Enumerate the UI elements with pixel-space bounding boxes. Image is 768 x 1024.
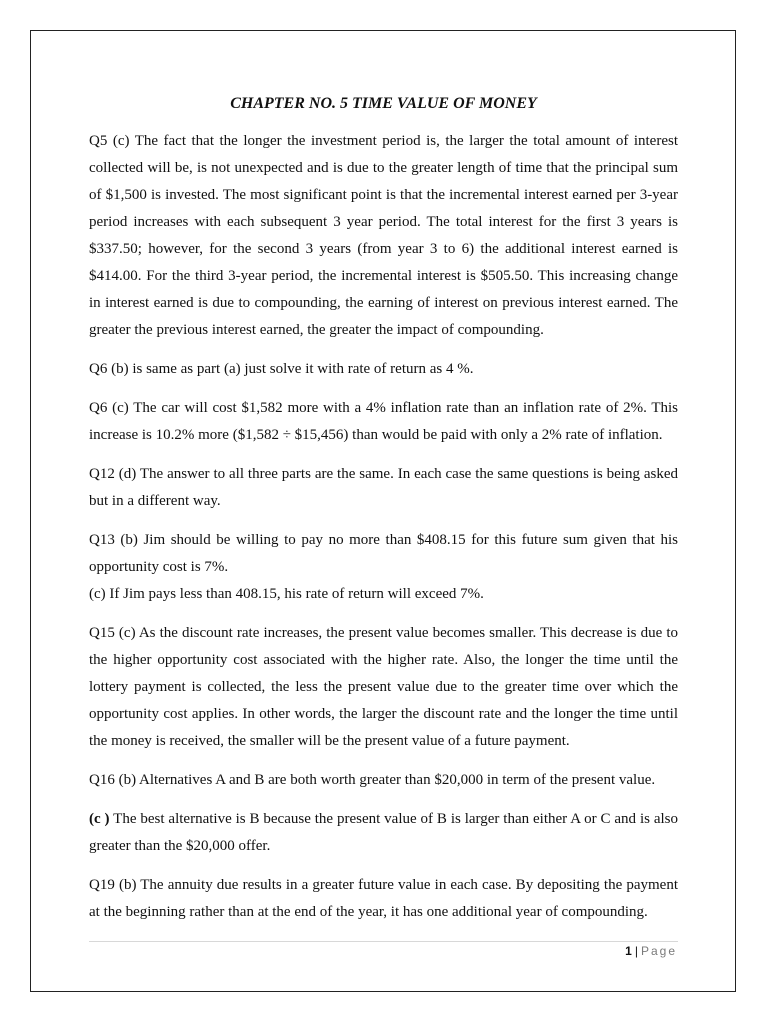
paragraph-q13c: (c) If Jim pays less than 408.15, his rate of return will exceed 7%. [89,586,484,602]
q16c-text: The best alternative is B because the present value of B is larger than either A or C and is also greater than the $20,000 offer. [89,811,679,854]
document-title: CHAPTER NO. 5 TIME VALUE OF MONEY [230,95,537,112]
document-body [89,94,678,938]
paragraph-q15c: Q15 (c) As the discount rate increases, the present value becomes smaller. This decrease is due to the higher opportunity cost associated with the higher rate. Also, the longer the time until the lottery payment is collected, the less the present value due to the greater time over which the opportunity cost applies. In other words, the larger the discount rate and the longer the time until the money is received, the smaller will be the present value of a future payment. [89,625,678,749]
paragraph-q6c: Q6 (c) The car will cost $1,582 more with a 4% inflation rate than an inflation rate of 2%. This increase is 10.2% more ($1,582 ÷ $15,456) than would be paid with only a 2% rate of inflation. [89,400,678,443]
footer-separator: | [634,944,638,958]
paragraph-q19b: Q19 (b) The annuity due results in a greater future value in each case. By depositing the payment at the beginning rather than at the end of the year, it has one additional year of compounding. [89,877,678,920]
paragraph-q5c: Q5 (c) The fact that the longer the investment period is, the larger the total amount of interest collected will be, is not unexpected and is due to the greater length of time that the principal sum of $1,500 is invested. The most significant point is that the incremental interest earned per 3-year period increases with each subsequent 3 year period. The total interest for the first 3 years is $337.50; however, for the second 3 years (from year 3 to 6) the additional interest earned is $414.00. For the third 3-year period, the incremental interest is $505.50. This increasing change in interest earned is due to compounding, the earning of interest on previous interest earned. The greater the previous interest earned, the greater the impact of compounding. [89,133,678,338]
paragraph-q16b: Q16 (b) Alternatives A and B are both worth greater than $20,000 in term of the present value. [89,772,656,788]
paragraph-q16c [89,806,678,860]
page-number: 1 [625,944,632,958]
page-label: Page [640,944,677,958]
paragraph-q12d: Q12 (d) The answer to all three parts are the same. In each case the same questions is being asked but in a different way. [89,466,678,509]
paragraph-q6b: Q6 (b) is same as part (a) just solve it with rate of return as 4 %. [89,361,474,377]
paragraph-q13b: Q13 (b) Jim should be willing to pay no more than $408.15 for this future sum given that his opportunity cost is 7%. [89,532,678,575]
page-footer [625,944,677,958]
footer-rule [89,941,678,942]
q16c-label: (c ) [89,811,110,827]
